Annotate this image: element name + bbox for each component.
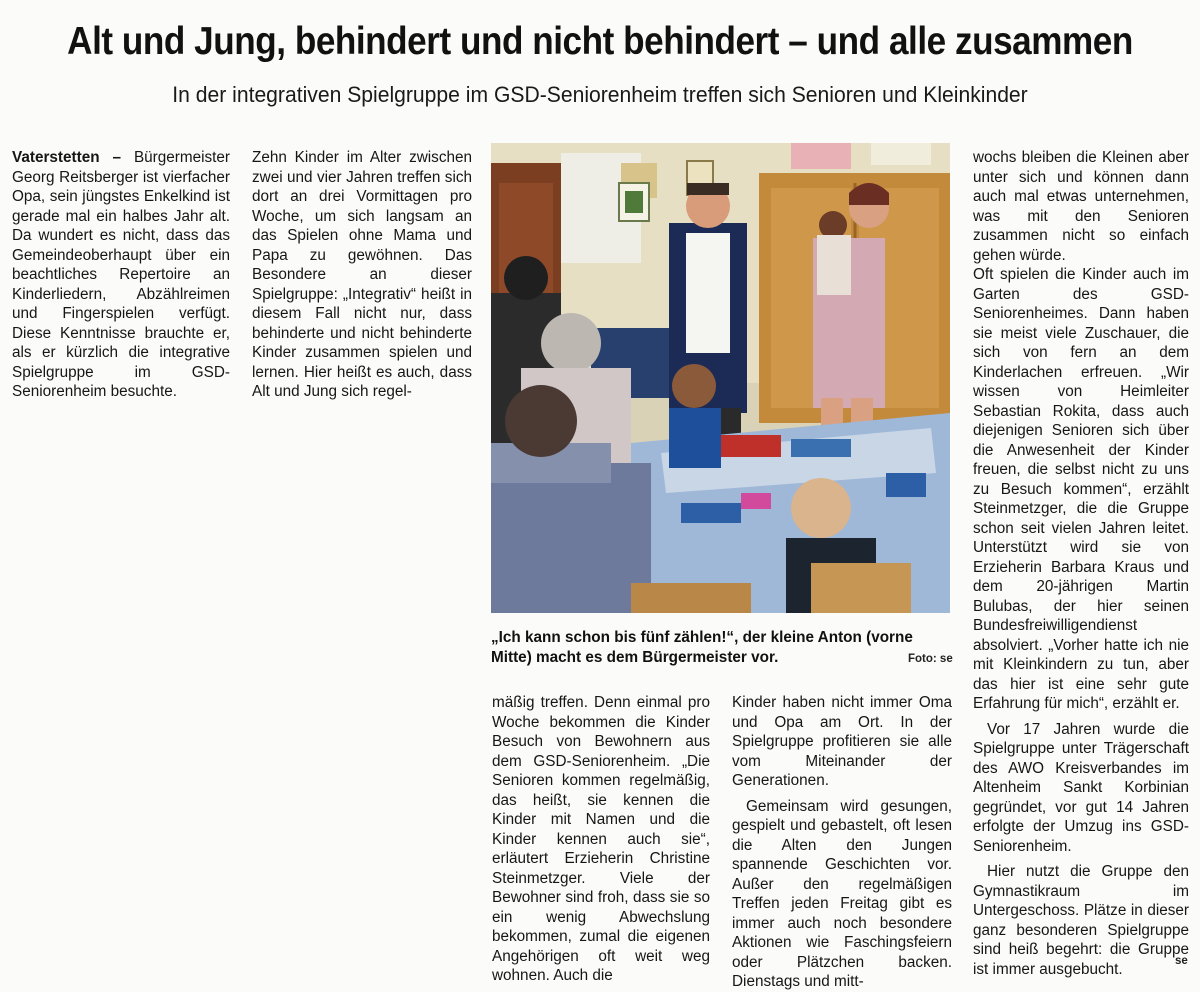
- photo-credit: Foto: se: [908, 653, 953, 665]
- text-column-3: [492, 693, 710, 986]
- paragraph-6: Vor 17 Jahren wurde die Spielgruppe unter Trägerschaft des AWO Kreisverbandes im Altenheim Sankt Korbinian gegründet, vor gut 14 Jahren erfolgte der Umzug ins GSD-Seniorenheim.: [973, 720, 1189, 855]
- text-column-4: [732, 693, 952, 992]
- text-column-1: [12, 148, 230, 402]
- paragraph-1: [12, 148, 230, 402]
- text-column-5: [973, 148, 1189, 979]
- paragraph-2-continued: mäßig treffen. Denn einmal pro Woche bekommen die Kinder Besuch von Bewohnern aus dem GSD-Seniorenheim. „Die Senioren kommen regelmäßig, das heißt, sie kennen die Kinder mit Namen und die Kinder kennen auch sie“, erläutert Erzieherin Christine Steinmetzger. Viele der Bewohner sind froh, dass sie so ein wenig Abwechslung bekommen, zumal die eigenen Angehörigen oft weit weg wohnen. Auch die: [492, 694, 710, 984]
- article-photo: [491, 143, 950, 613]
- photo-caption: „Ich kann schon bis fünf zählen!“, der kleine Anton (vorne Mitte) macht es dem Bürgermeister vor.: [491, 629, 913, 666]
- paragraph-7: Hier nutzt die Gruppe den Gymnastikraum im Untergeschoss. Plätze in dieser ganz besonderen Spielgruppe sind heiß begehrt: die Gruppe ist immer ausgebucht.: [973, 863, 1189, 978]
- paragraph-4: Gemeinsam wird gesungen, gespielt und gebastelt, oft lesen die Alten den Jungen spannende Geschichten vor. Außer den regelmäßigen Treffen jeden Freitag gibt es immer auch noch besondere Aktionen wie Faschingsfeiern oder Plätzchen backen. Dienstags und mitt-: [732, 797, 952, 990]
- paragraph-5: Oft spielen die Kinder auch im Garten des GSD-Seniorenheimes. Dann haben sie meist viele Zuschauer, die sich von fern an dem Kinderlachen erfreuen. „Wir wissen von Heimleiter Sebastian Rokita, dass auch diejenigen Senioren sich über die Anwesenheit der Kinder freuen, die selbst nicht zu uns zu Besuch kommen“, erzählt Steinmetzger, die die Gruppe schon seit vielen Jahren leitet. Unterstützt wird sie von Erzieherin Barbara Kraus und dem 20-jährigen Martin Bulubas, der hier seinen Bundesfreiwilligendienst absolviert. „Vorher hatte ich nie mit Kleinkindern zu tun, aber das hier ist eine sehr gute Erfahrung für mich“, erzählt er.: [973, 266, 1189, 712]
- paragraph-4-continued: wochs bleiben die Kleinen aber unter sich und können dann auch mal etwas unternehmen, was mit den Senioren zusammen nicht so einfach gehen würde.: [973, 149, 1189, 264]
- author-signoff: se: [1175, 955, 1188, 967]
- dateline: Vaterstetten –: [12, 149, 122, 166]
- paragraph-2: Zehn Kinder im Alter zwischen zwei und vier Jahren treffen sich dort an drei Vormittagen pro Woche, um sich langsam an das Spielen ohne Mama und Papa zu gewöhnen. Das Besondere an dieser Spielgruppe: „Integrativ“ heißt in diesem Fall nicht nur, dass behinderte und nicht behinderte Kinder zusammen spielen und lernen. Hier heißt es auch, dass Alt und Jung sich regel-: [252, 149, 472, 400]
- paragraph-3: Kinder haben nicht immer Oma und Opa am Ort. In der Spielgruppe profitieren sie alle vom Miteinander der Generationen.: [732, 694, 952, 789]
- headline: Alt und Jung, behindert und nicht behindert – und alle zusammen: [67, 20, 1133, 63]
- paragraph-1-text: Bürgermeister Georg Reitsberger ist vierfacher Opa, sein jüngstes Enkelkind ist gerade mal ein halbes Jahr alt. Da wundert es nicht, dass das Gemeindeoberhaupt über ein beachtliches Repertoire an Kinderliedern, Abzählreimen und Fingerspielen verfügt. Diese Kenntnisse brauchte er, als er kürzlich die integrative Spielgruppe im GSD-Seniorenheim besuchte.: [12, 149, 231, 400]
- subheadline: In der integrativen Spielgruppe im GSD-Seniorenheim treffen sich Senioren und Kleinkinder: [172, 82, 1028, 107]
- text-column-2: [252, 148, 472, 402]
